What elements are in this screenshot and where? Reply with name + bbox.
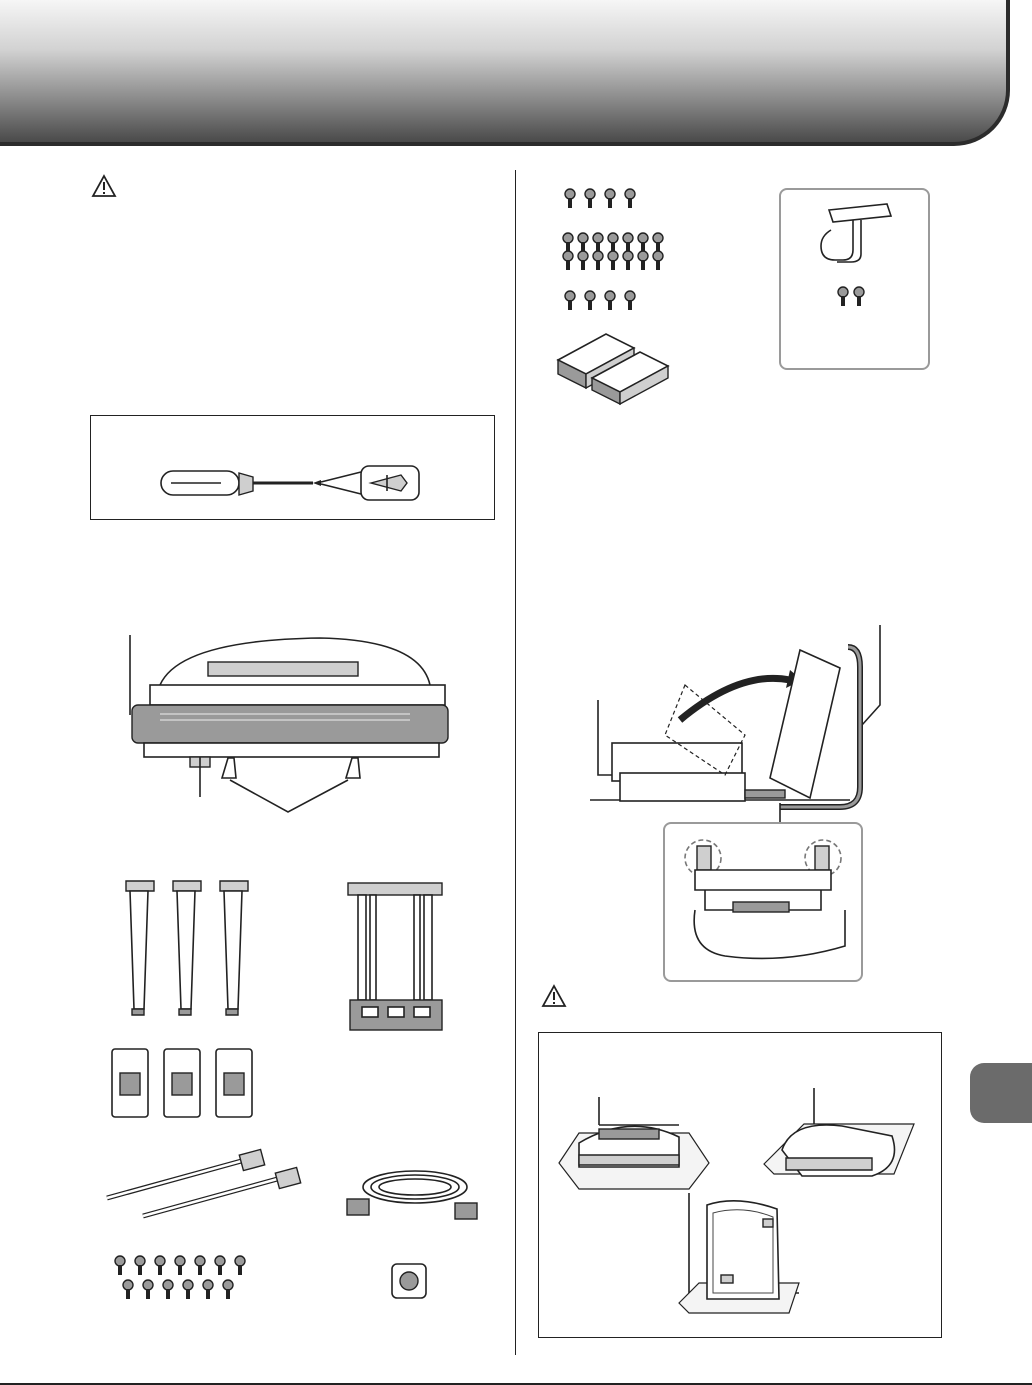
piano-tilt-diagram (590, 625, 890, 815)
tool-box (90, 415, 495, 520)
section-tab (970, 1063, 1032, 1123)
pad-detail-box (663, 822, 863, 982)
legs-figure (120, 875, 265, 1020)
placement-examples-box (538, 1032, 942, 1338)
placement-example-2 (764, 1088, 924, 1188)
placement-example-1 (559, 1093, 709, 1193)
column-divider (515, 170, 516, 1355)
leg-brackets-figure (108, 1045, 258, 1120)
headphone-hanger-icon (807, 196, 897, 266)
screw-set-row2 (560, 232, 670, 272)
cable-ties-figure (105, 1150, 305, 1220)
pedal-unit-figure (340, 875, 455, 1035)
screwdriver-icon (161, 464, 431, 506)
placement-example-3 (669, 1193, 809, 1323)
screw-set-large-figure (112, 1255, 252, 1305)
headphone-hanger-box (779, 188, 930, 370)
pad-detail-figure (675, 838, 851, 968)
foam-pads-figure (556, 330, 676, 405)
warning-triangle-icon-right (542, 985, 566, 1007)
warning-triangle-icon (92, 175, 116, 197)
hanger-screws-icon (835, 286, 871, 306)
page-header-band (0, 0, 1010, 146)
piano-main-unit-figure (120, 630, 455, 815)
screw-set-row1 (562, 188, 642, 210)
power-cord-figure (345, 1165, 480, 1225)
cord-holder-figure (390, 1262, 430, 1302)
screw-set-row3 (562, 290, 642, 312)
